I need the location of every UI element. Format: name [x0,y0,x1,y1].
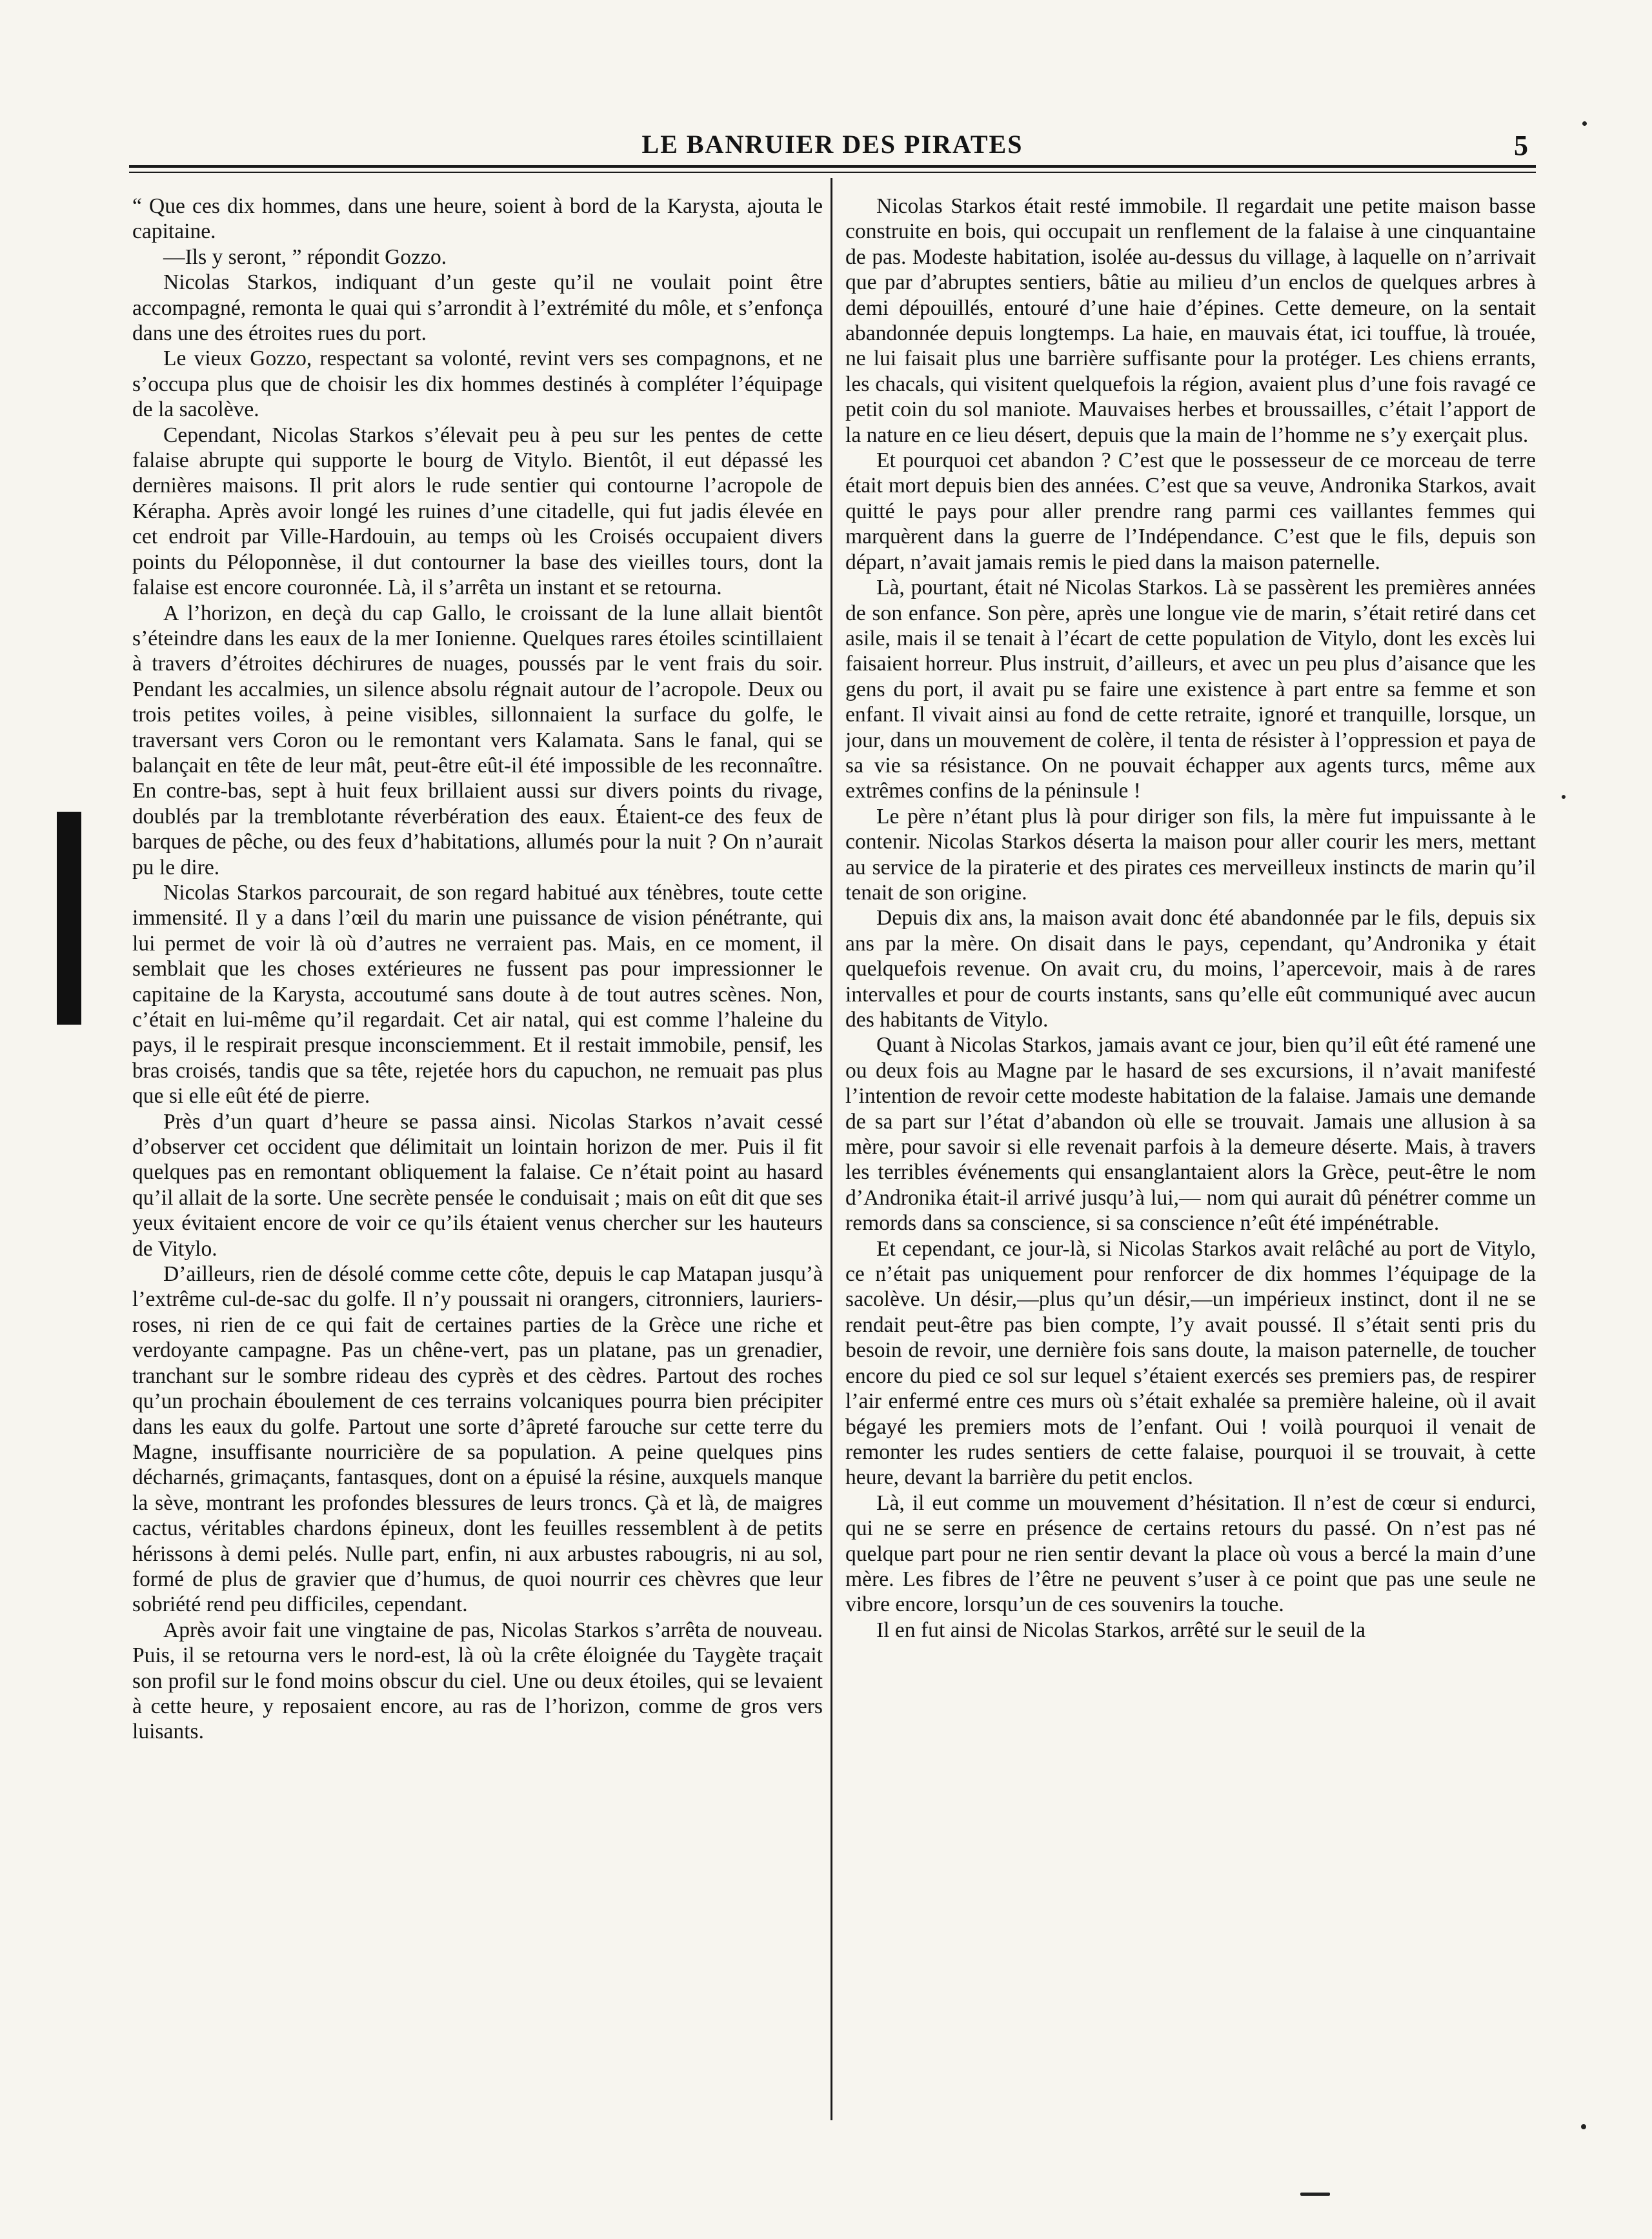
paragraph: Cependant, Nicolas Starkos s’élevait peu à peu sur les pentes de cette falaise abrupte qui supporte le bourg de Vitylo. Bientôt, il eut dépassé les dernières maisons. Il prit alors le rude sentier qui contourne l’acropole de Kérapha. Après avoir longé les ruines d’une citadelle, qui fut jadis élevée en cet endroit par Ville-Hardouin, au temps où les Croisés occupaient divers points du Péloponnèse, il dut contourner la base des vieilles tours, dont la falaise est encore couronnée. Là, il s’arrêta un instant et se retourna. [132,423,823,600]
ink-speck [1562,795,1566,799]
page-header [129,129,1536,168]
header-rule-thin [129,172,1536,173]
paragraph: Quant à Nicolas Starkos, jamais avant ce jour, bien qu’il eût été ramené une ou deux fois au Magne par le hasard de ses excursions, il n’avait manifesté l’intention de revoir cette modeste habitation de la falaise. Jamais une demande de sa part sur l’état d’abandon où elle se trouvait. Jamais une allusion à sa mère, pour savoir si elle revenait parfois à la demeure déserte. Mais, à travers les terribles événements qui ensanglantaient alors la Grèce, peut-être le nom d’Andronika était-il arrivé jusqu’à lui,— nom qui aurait dû pénétrer comme un remords dans sa conscience, si sa conscience n’eût été impénétrable. [845,1033,1536,1236]
margin-bar [57,812,81,1025]
paragraph: Là, pourtant, était né Nicolas Starkos. Là se passèrent les premières années de son enfance. Son père, après une longue vie de marin, s’était retiré dans cet asile, mais il se tenait à l’écart de cette population de Vitylo, dont les excès lui faisaient horreur. Plus instruit, d’ailleurs, et avec un peu plus d’aisance que les gens du port, il avait pu se faire une existence à part entre sa femme et son enfant. Il vivait ainsi au fond de cette retraite, ignoré et tranquille, lorsque, un jour, dans un mouvement de colère, il tenta de résister à l’oppression et paya de sa vie sa résistance. On ne pouvait échapper aux agents turcs, même aux extrêmes confins de la péninsule ! [845,576,1536,803]
running-title: LE BANRUIER DES PIRATES [641,130,1023,159]
paragraph: —Ils y seront, ” répondit Gozzo. [163,245,447,269]
paragraph: Nicolas Starkos parcourait, de son regard habitué aux ténèbres, toute cette immensité. Il y a dans l’œil du marin une puissance de vision pénétrante, qui lui permet de voir là où d’autres ne verraient pas. Mais, en ce moment, il semblait que les choses extérieures ne fussent pas pour impressionner le capitaine de la Karysta, accoutumé sans doute à de tout autres scènes. Non, c’était en lui-même qu’il regardait. Cet air natal, qui est comme l’haleine du pays, il le respirait presque inconsciemment. Et il restait immobile, pensif, les bras croisés, tandis que sa tête, rejetée hors du capuchon, ne remuait pas plus que si elle eût été de pierre. [132,880,823,1109]
right-column [845,194,1536,2103]
paragraph: Après avoir fait une vingtaine de pas, Nicolas Starkos s’arrêta de nouveau. Puis, il se retourna vers le nord-est, là où la crête éloignée du Taygète traçait son profil sur le fond moins obscur du ciel. Une ou deux étoiles, qui se levaient à cette heure, y reposaient encore, au ras de l’horizon, comme de gros vers luisants. [132,1618,823,1744]
left-column [132,194,823,2103]
paragraph: Le vieux Gozzo, respectant sa volonté, revint vers ses compagnons, et ne s’occupa plus que de choisir les dix hommes destinés à compléter l’équipage de la sacolève. [132,346,823,422]
paragraph: Là, il eut comme un mouvement d’hésitation. Il n’est de cœur si endurci, qui ne se serre en présence de certains retours du passé. On n’est pas né quelque part pour ne rien sentir devant la place où vous a bercé la main d’une mère. Les fibres de l’être ne peuvent s’user à ce point que pas une seule ne vibre encore, lorsqu’un de ces souvenirs la touche. [845,1491,1536,1617]
paragraph: “ Que ces dix hommes, dans une heure, soient à bord de la Karysta, ajouta le capitaine. [132,194,823,244]
paragraph: Le père n’étant plus là pour diriger son fils, la mère fut impuissante à le contenir. Nicolas Starkos déserta la maison pour aller courir les mers, mettant au service de la piraterie et des pirates ces merveilleux instincts de marin qu’il tenait de son origine. [845,804,1536,905]
paragraph: Nicolas Starkos, indiquant d’un geste qu’il ne voulait point être accompagné, remonta le quai qui s’arrondit à l’extrémité du môle, et s’enfonça dans une des étroites rues du port. [132,270,823,346]
paragraph: Depuis dix ans, la maison avait donc été abandonnée par le fils, depuis six ans par la mère. On disait dans le pays, cependant, qu’Andronika y était quelquefois revenue. On avait cru, du moins, l’apercevoir, mais à de rares intervalles et pour de courts instants, sans qu’elle eût communiqué avec aucun des habitants de Vitylo. [845,906,1536,1032]
paragraph: Nicolas Starkos était resté immobile. Il regardait une petite maison basse construite en bois, qui occupait un renflement de la falaise à une cinquantaine de pas. Modeste habitation, isolée au-dessus du village, à laquelle on n’arrivait que par d’abruptes sentiers, bâtie au milieu d’un enclos de quelques arbres à demi dépouillés, entouré d’une haie d’épines. Cette demeure, on la sentait abandonnée depuis longtemps. La haie, en mauvais état, ici touffue, là trouée, ne lui faisait plus une barrière suffisante pour la protéger. Les chiens errants, les chacals, qui visitent quelquefois la région, avaient plus d’une fois ravagé ce petit coin du sol maniote. Mauvaises herbes et broussailles, c’était l’apport de la nature en ce lieu désert, depuis que la main de l’homme ne s’y exerçait plus. [845,194,1536,447]
paragraph: Il en fut ainsi de Nicolas Starkos, arrêté sur le seuil de la [876,1618,1366,1642]
paragraph: A l’horizon, en deçà du cap Gallo, le croissant de la lune allait bientôt s’éteindre dans les eaux de la mer Ionienne. Quelques rares étoiles scintillaient à travers d’étroites déchirures de nuages, poussés par le vent frais du soir. Pendant les accalmies, un silence absolu régnait autour de l’acropole. Deux ou trois petites voiles, à peine visibles, sillonnaient la surface du golfe, le traversant vers Coron ou le remontant vers Kalamata. Sans le fanal, qui se balançait en tête de leur mât, peut-être eût-il été impossible de les reconnaître. En contre-bas, sept à huit feux brillaient aussi sur divers points du rivage, doublés par la tremblotante réverbération des eaux. Étaient-ce des feux de barques de pêche, ou des feux d’habitations, allumés pour la nuit ? On n’aurait pu le dire. [132,601,823,879]
ink-dash [1300,2193,1330,2196]
paragraph: Et cependant, ce jour-là, si Nicolas Starkos avait relâché au port de Vitylo, ce n’était pas uniquement pour renforcer de dix hommes l’équipage de la sacolève. Un désir,—plus qu’un désir,—un impérieux instinct, dont il ne se rendait peut-être pas bien compte, l’y avait poussé. Il s’était senti pris du besoin de revoir, une dernière fois sans doute, la maison paternelle, de toucher encore du pied ce sol sur lequel s’étaient exercés ses premiers pas, de respirer l’air enfermé entre ces murs où s’était exhalée sa première haleine, où il avait bégayé les premiers mots de l’enfant. Oui ! voilà pourquoi il venait de remonter les rudes sentiers de cette falaise, pourquoi il se trouvait, à cette heure, devant la barrière du petit enclos. [845,1236,1536,1490]
ink-speck [1581,2124,1586,2129]
page-number: 5 [1514,130,1528,161]
ink-speck [1582,121,1587,126]
column-divider [831,178,832,2120]
paragraph: D’ailleurs, rien de désolé comme cette côte, depuis le cap Matapan jusqu’à l’extrême cul-de-sac du golfe. Il n’y poussait ni orangers, citronniers, lauriers-roses, ni rien de ce qui fait de certaines parties de la Grèce une riche et verdoyante campagne. Pas un chêne-vert, pas un platane, pas un grenadier, tranchant sur le sombre rideau des cyprès et des cèdres. Partout des roches qu’un prochain éboulement de ces terrains volcaniques pourra bien précipiter dans les eaux du golfe. Partout une sorte d’âpreté farouche sur cette terre du Magne, insuffisante nourricière de sa population. A peine quelques pins décharnés, grimaçants, fantasques, dont on a épuisé la résine, auxquels manque la sève, montrant les profondes blessures de leurs troncs. Çà et là, de maigres cactus, véritables chardons épineux, dont les feuilles ressemblent à de petits hérissons à demi pelés. Nulle part, enfin, ni aux arbustes rabougris, ni au sol, formé de plus de gravier que d’humus, de quoi nourrir ces chèvres que leur sobriété rend peu difficiles, cependant. [132,1262,823,1617]
paragraph: Et pourquoi cet abandon ? C’est que le possesseur de ce morceau de terre était mort depuis bien des années. C’est que sa veuve, Andronika Starkos, avait quitté le pays pour aller prendre rang parmi ces vaillantes femmes qui marquèrent dans la guerre de l’Indépendance. C’est que le fils, depuis son départ, n’avait jamais remis le pied dans la maison paternelle. [845,448,1536,574]
header-rule [129,165,1536,168]
paragraph: Près d’un quart d’heure se passa ainsi. Nicolas Starkos n’avait cessé d’observer cet occident que délimitait un lointain horizon de mer. Puis il fit quelques pas en remontant obliquement la falaise. Ce n’était point au hasard qu’il allait de la sorte. Une secrète pensée le conduisait ; mais on eût dit que ses yeux évitaient encore de voir ce qu’ils étaient venus chercher sur les hauteurs de Vitylo. [132,1109,823,1261]
